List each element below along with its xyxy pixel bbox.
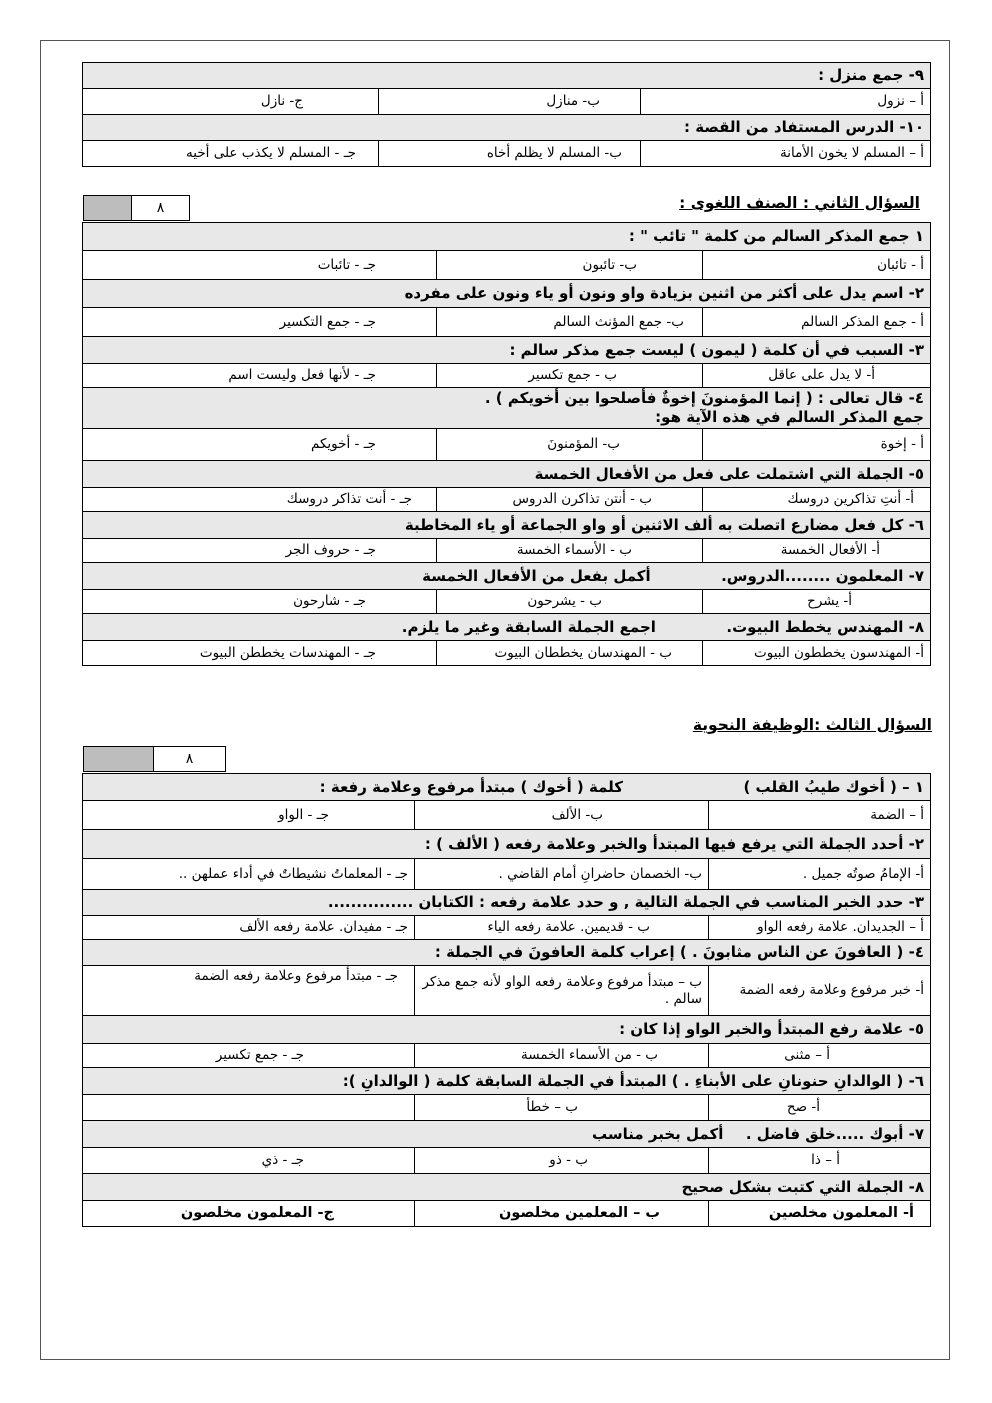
question-text: ٣- السبب في أن كلمة ( ليمون ) ليست جمع مذكر سالم : — [82, 337, 930, 364]
option-a[interactable]: أ - إخوة — [703, 429, 931, 461]
question-text: ٤- ( العافونَ عن الناس مثابونَ . ) إعراب كلمة العافونَ في الجملة : — [82, 940, 930, 966]
question-text: ١ – ( أخوك طيبُ القلب ) — [743, 777, 924, 796]
option-a[interactable]: أ- خبر مرفوع وعلامة رفعه الضمة — [709, 966, 931, 1016]
options-row — [82, 590, 930, 614]
question-row — [82, 614, 930, 641]
option-a[interactable]: أ- الإمامُ صوتُه جميل . — [709, 859, 931, 890]
option-c[interactable]: جـ - المسلم لا يكذب على أخيه — [83, 141, 379, 167]
option-a[interactable]: أ- صح — [709, 1095, 931, 1121]
section3-table — [82, 773, 931, 1227]
question-row — [82, 280, 930, 308]
question-row — [82, 830, 930, 859]
option-c[interactable]: جـ - المهندسات يخططن البيوت — [82, 641, 436, 666]
question-row — [82, 337, 930, 364]
option-a[interactable]: أ- المهندسون يخططون البيوت — [703, 641, 931, 666]
question-row — [82, 1174, 930, 1201]
question-subtext: كلمة ( أخوك ) مبتدأ مرفوع وعلامة رفعة : — [319, 777, 624, 796]
option-c[interactable]: جـ - الواو — [82, 801, 414, 830]
option-c[interactable]: جـ - أخويكم — [82, 429, 436, 461]
question-row — [82, 890, 930, 916]
option-b[interactable]: ب – خطأ — [415, 1095, 709, 1121]
option-c[interactable]: جـ - حروف الجر — [82, 539, 436, 563]
section2-title: السؤال الثاني : الصنف اللغوى : — [679, 194, 920, 212]
question-text: ٨- المهندس يخطط البيوت. — [726, 617, 924, 636]
option-b[interactable]: ب- المسلم لا يظلم أخاه — [379, 141, 641, 167]
question-row — [83, 63, 931, 89]
question-row — [82, 1068, 930, 1095]
option-b[interactable]: ب- منازل — [379, 89, 641, 115]
option-b[interactable]: ب - ذو — [415, 1148, 709, 1174]
option-b[interactable]: ب- المؤمنونَ — [437, 429, 703, 461]
question-text: ٥- الجملة التي اشتملت على فعل من الأفعال الخمسة — [82, 461, 930, 488]
option-a[interactable]: أ- أنتِ تذاكرين دروسك — [703, 488, 931, 512]
option-c[interactable]: جـ - جمع تكسير — [82, 1044, 414, 1068]
section1-tail — [83, 62, 931, 167]
options-row — [82, 641, 930, 666]
option-b[interactable]: ب- جمع المؤنث السالم — [437, 308, 703, 337]
option-b[interactable]: ب - من الأسماء الخمسة — [415, 1044, 709, 1068]
option-b[interactable]: ب - قديمين. علامة رفعه الياء — [415, 916, 709, 940]
option-a[interactable]: أ – مثنى — [709, 1044, 931, 1068]
option-a[interactable]: أ – الضمة — [709, 801, 931, 830]
option-c[interactable]: جـ - ذي — [82, 1148, 414, 1174]
option-a[interactable]: أ – المسلم لا يخون الأمانة — [641, 141, 931, 167]
section2-score-box — [83, 195, 190, 221]
question-text: ٢- اسم يدل على أكثر من اثنين بزيادة واو ونون أو ياء ونون على مفرده — [82, 280, 930, 308]
option-a[interactable]: أ - تائبان — [703, 251, 931, 280]
option-a[interactable]: أ – نزول — [641, 89, 931, 115]
question-text: ٦- ( الوالدانِ حنونانِ على الأبناءِ . ) المبتدأ في الجملة السابقة كلمة ( الوالدانِ ): — [82, 1068, 930, 1095]
option-a[interactable]: أ – الجديدان. علامة رفعه الواو — [709, 916, 931, 940]
question-text: ٦- كل فعل مضارع اتصلت به ألف الاثنين أو واو الجماعة أو ياء المخاطبة — [82, 512, 930, 539]
option-b[interactable]: ب- الألف — [415, 801, 709, 830]
question-row — [82, 461, 930, 488]
question-text: ٣- حدد الخبر المناسب في الجملة التالية , و حدد علامة رفعه : الكتابان ............... — [82, 890, 930, 916]
question-text: ٧- أبوك .....خلق فاضل . — [745, 1124, 924, 1143]
options-row — [82, 916, 930, 940]
option-a[interactable]: أ- المعلمون مخلصين — [709, 1201, 931, 1227]
options-row — [82, 1201, 930, 1227]
option-b[interactable]: ب- تائبون — [437, 251, 703, 280]
question-text: ٩- جمع منزل : — [83, 63, 931, 89]
options-row — [82, 1148, 930, 1174]
question-row — [82, 940, 930, 966]
option-c[interactable]: ج- المعلمون مخلصون — [82, 1201, 414, 1227]
section3-title: السؤال الثالث :الوظيفة النحوية — [692, 716, 932, 734]
option-c[interactable]: جـ - أنت تذاكر دروسك — [82, 488, 436, 512]
options-row — [82, 251, 930, 280]
options-row — [83, 141, 931, 167]
option-b[interactable]: ب- الخصمان حاضرانِ أمام القاضي . — [415, 859, 709, 890]
question-text: ٧- المعلمون ........الدروس. — [721, 566, 924, 585]
question-subtext: جمع المذكر السالم في هذه الآية هو: — [655, 408, 924, 426]
score-value: ٨ — [154, 747, 226, 772]
question-row — [83, 115, 931, 141]
question-text: ٤- قال تعالى : ( إنما المؤمنونَ إخوةٌ فأصلحوا بين أخويكم ) . — [484, 389, 924, 408]
option-c[interactable]: جـ - المعلماتُ نشيطاتٌ في أداء عملهن .. — [82, 859, 414, 890]
option-b[interactable]: ب – المعلمين مخلصون — [415, 1201, 709, 1227]
option-c[interactable]: جـ - جمع التكسير — [82, 308, 436, 337]
option-b[interactable]: ب - أنتن تذاكرن الدروس — [437, 488, 703, 512]
question-row — [82, 223, 930, 251]
options-row — [82, 364, 930, 388]
question-row — [82, 774, 930, 801]
option-c-empty[interactable] — [82, 1095, 414, 1121]
question-row — [82, 1016, 930, 1044]
option-c[interactable]: جـ - لأنها فعل وليست اسم — [82, 364, 436, 388]
question-text: ٥- علامة رفع المبتدأ والخبر الواو إذا كان : — [82, 1016, 930, 1044]
option-c[interactable]: جـ - شارحون — [82, 590, 436, 614]
options-row — [82, 801, 930, 830]
question-row — [82, 512, 930, 539]
question-subtext: أكمل بخبر مناسب — [592, 1124, 724, 1143]
question-text: ١ جمع المذكر السالم من كلمة " تائب " : — [82, 223, 930, 251]
option-b[interactable]: ب – مبتدأ مرفوع وعلامة رفعه الواو لأنه جمع مذكر سالم . — [415, 966, 709, 1016]
options-row — [82, 539, 930, 563]
option-a[interactable]: أ – ذا — [709, 1148, 931, 1174]
options-row — [82, 308, 930, 337]
question-row — [82, 1121, 930, 1148]
question-text: ٢- أحدد الجملة التي يرفع فيها المبتدأ والخبر وعلامة رفعه ( الألف ) : — [82, 830, 930, 859]
section3-questions — [83, 773, 931, 1227]
option-b[interactable]: ب - جمع تكسير — [437, 364, 703, 388]
options-row — [82, 488, 930, 512]
options-row — [82, 966, 930, 1016]
score-blank[interactable] — [84, 196, 132, 221]
option-b[interactable]: ب - يشرحون — [437, 590, 703, 614]
section1-tail-table — [82, 62, 931, 167]
option-c[interactable]: جـ - مفيدان. علامة رفعه الألف — [82, 916, 414, 940]
options-row — [82, 1095, 930, 1121]
option-c[interactable]: جـ - تائبات — [82, 251, 436, 280]
option-a[interactable]: أ- لا يدل على عاقل — [703, 364, 931, 388]
section2-table — [82, 222, 931, 666]
question-subtext: أكمل بفعل من الأفعال الخمسة — [422, 566, 651, 585]
option-c[interactable]: ج- نازل — [83, 89, 379, 115]
options-row — [82, 859, 930, 890]
option-a[interactable]: أ - جمع المذكر السالم — [703, 308, 931, 337]
question-subtext: اجمع الجملة السابقة وغير ما يلزم. — [401, 617, 656, 636]
question-row — [82, 388, 930, 429]
section3-score-box — [83, 746, 226, 772]
question-row — [82, 563, 930, 590]
question-text: ١٠- الدرس المستفاد من القصة : — [83, 115, 931, 141]
option-a[interactable]: أ- الأفعال الخمسة — [703, 539, 931, 563]
options-row — [82, 429, 930, 461]
options-row — [82, 1044, 930, 1068]
option-b[interactable]: ب - الأسماء الخمسة — [437, 539, 703, 563]
score-blank[interactable] — [84, 747, 154, 772]
option-a[interactable]: أ- يشرح — [703, 590, 931, 614]
section2-questions — [83, 222, 931, 666]
option-c[interactable]: جـ - مبتدأ مرفوع وعلامة رفعه الضمة — [82, 966, 414, 1016]
options-row — [83, 89, 931, 115]
question-text: ٨- الجملة التي كتبت بشكل صحيح — [82, 1174, 930, 1201]
score-value: ٨ — [132, 196, 190, 221]
option-b[interactable]: ب - المهندسان يخططان البيوت — [437, 641, 703, 666]
